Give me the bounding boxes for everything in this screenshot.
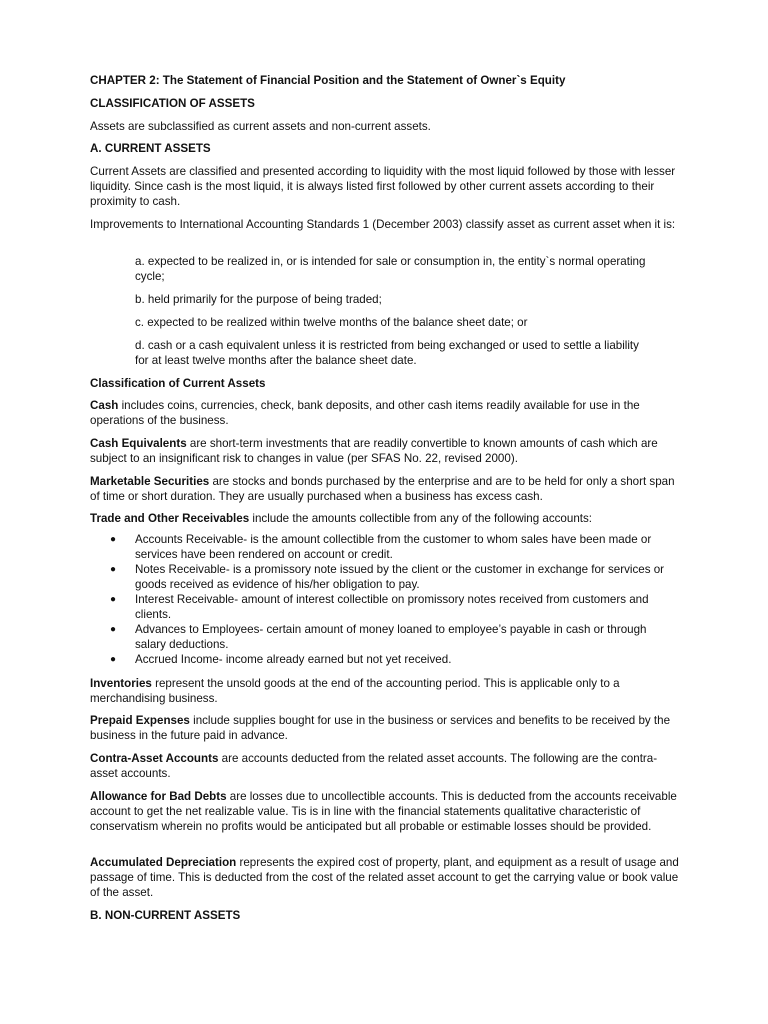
list-item	[90, 562, 680, 592]
classification-current-heading: Classification of Current Assets	[90, 377, 266, 390]
term-definition: are accounts deducted from the related asset accounts. The following are the contra-asset accounts.	[90, 752, 658, 780]
bullet-icon: ●	[110, 564, 117, 575]
term-cash	[90, 398, 680, 428]
classification-heading: CLASSIFICATION OF ASSETS	[90, 97, 255, 110]
term-definition: are short-term investments that are readily convertible to known amounts of cash which are subject to an insignificant risk to changes in value (per SFAS No. 22, revised 2000).	[90, 437, 658, 465]
bullet-icon: ●	[110, 624, 117, 635]
list-item	[90, 592, 680, 622]
term-label: Marketable Securities	[90, 475, 210, 488]
intro-paragraph: Assets are subclassified as current assets and non-current assets.	[90, 120, 431, 133]
term-cash-equivalents	[90, 436, 680, 466]
term-contra-asset	[90, 751, 680, 781]
term-label: Accumulated Depreciation	[90, 856, 237, 869]
term-definition: represent the unsold goods at the end of the accounting period. This is applicable only to a merchandising business.	[90, 677, 620, 705]
term-definition: includes coins, currencies, check, bank deposits, and other cash items readily available for use in the operations of the business.	[90, 399, 640, 427]
current-assets-paragraph: Current Assets are classified and presented according to liquidity with the most liquid followed by those with lesser liquidity. Since cash is the most liquid, it is always listed first followed by other current assets according to their proximity to cash.	[90, 165, 676, 208]
term-label: Cash Equivalents	[90, 437, 187, 450]
non-current-assets-heading: B. NON-CURRENT ASSETS	[90, 909, 241, 922]
term-definition: include supplies bought for use in the business or services and benefits to be received by the business in the future paid in advance.	[90, 714, 671, 742]
term-definition: represents the expired cost of property, plant, and equipment as a result of usage and passage of time. This is deducted from the cost of the related asset account to get the carrying value or book value of the asset.	[90, 856, 679, 899]
criteria-item: d. cash or a cash equivalent unless it is restricted from being exchanged or used to settle a liability for at least twelve months after the balance sheet date.	[135, 339, 639, 367]
term-definition: are losses due to uncollectible accounts. This is deducted from the accounts receivable account to get the net realizable value. Tis is in line with the financial statements qualitative characteristic of conservatism wherein no profits would be anticipated but all probable or estimable losses should be provided.	[90, 790, 677, 833]
bullet-icon: ●	[110, 594, 117, 605]
term-allowance-bad-debts	[90, 789, 680, 834]
term-label: Cash	[90, 399, 119, 412]
term-label: Trade and Other Receivables	[90, 512, 250, 525]
criteria-item: b. held primarily for the purpose of being traded;	[135, 293, 382, 306]
list-item	[90, 652, 680, 667]
term-trade-receivables	[90, 511, 680, 526]
list-item-text: Interest Receivable- amount of interest collectible on promissory notes received from customers and clients.	[135, 593, 649, 621]
criteria-item: a. expected to be realized in, or is intended for sale or consumption in, the entity`s normal operating cycle;	[135, 255, 646, 283]
ias-paragraph: Improvements to International Accounting Standards 1 (December 2003) classify asset as current asset when it is:	[90, 218, 676, 231]
term-label: Prepaid Expenses	[90, 714, 190, 727]
criteria-item: c. expected to be realized within twelve months of the balance sheet date; or	[135, 316, 528, 329]
list-item	[90, 622, 680, 652]
list-item-text: Notes Receivable- is a promissory note issued by the client or the customer in exchange for services or goods received as evidence of his/her obligation to pay.	[135, 563, 665, 591]
receivables-list	[90, 532, 680, 667]
term-label: Contra-Asset Accounts	[90, 752, 219, 765]
list-item-text: Accrued Income- income already earned but not yet received.	[135, 653, 452, 666]
list-item-text: Accounts Receivable- is the amount collectible from the customer to whom sales have been made or services have been rendered on account or credit.	[135, 533, 652, 561]
term-prepaid-expenses	[90, 713, 680, 743]
chapter-title: CHAPTER 2: The Statement of Financial Position and the Statement of Owner`s Equity	[90, 74, 566, 87]
term-inventories	[90, 676, 680, 706]
list-item	[90, 532, 680, 562]
current-assets-heading: A. CURRENT ASSETS	[90, 142, 211, 155]
term-marketable-securities	[90, 474, 680, 504]
bullet-icon: ●	[110, 534, 117, 545]
term-definition: are stocks and bonds purchased by the enterprise and are to be held for only a short span of time or short duration. They are usually purchased when a business has excess cash.	[90, 475, 675, 503]
list-item-text: Advances to Employees- certain amount of money loaned to employee’s payable in cash or through salary deductions.	[135, 623, 647, 651]
term-definition: include the amounts collectible from any of the following accounts:	[249, 512, 593, 525]
term-label: Allowance for Bad Debts	[90, 790, 227, 803]
term-label: Inventories	[90, 677, 152, 690]
term-accumulated-depreciation	[90, 855, 680, 900]
bullet-icon: ●	[110, 654, 117, 665]
